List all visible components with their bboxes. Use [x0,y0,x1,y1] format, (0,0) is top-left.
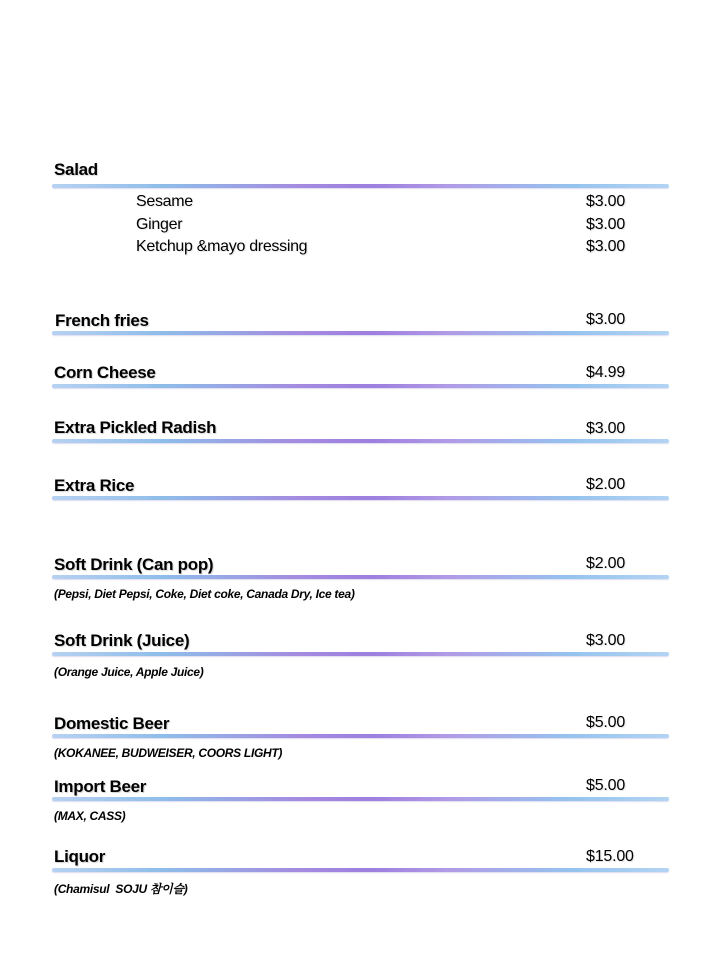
soft-drink-juice-divider [52,652,669,656]
extra-rice-title: Extra Rice [54,476,135,495]
soft-drink-juice-note: (Orange Juice, Apple Juice) [54,665,204,679]
extra-rice-divider [52,496,669,500]
salad-price-ginger: $3.00 [586,216,626,233]
domestic-beer-note: (KOKANEE, BUDWEISER, COORS LIGHT) [54,746,283,760]
salad-item-ginger: Ginger [136,216,183,233]
salad-price-sesame: $3.00 [586,193,626,210]
soft-drink-can-note: (Pepsi, Diet Pepsi, Coke, Diet coke, Canada Dry, Ice tea) [54,587,355,601]
soft-drink-can-title: Soft Drink (Can pop) [54,555,214,574]
salad-heading: Salad [54,160,98,179]
french-fries-price: $3.00 [586,311,626,328]
soft-drink-juice-price: $3.00 [586,632,626,649]
domestic-beer-divider [52,734,669,738]
soft-drink-can-price: $2.00 [586,555,626,572]
import-beer-price: $5.00 [586,777,626,794]
import-beer-title: Import Beer [54,777,147,796]
liquor-divider [52,868,669,872]
liquor-note: (Chamisul SOJU 참이슬) [54,882,188,896]
import-beer-note: (MAX, CASS) [54,809,126,823]
domestic-beer-price: $5.00 [586,714,626,731]
salad-divider [52,184,669,188]
extra-rice-price: $2.00 [586,476,626,493]
corn-cheese-title: Corn Cheese [54,363,156,382]
import-beer-divider [52,797,669,801]
corn-cheese-price: $4.99 [586,364,626,381]
french-fries-title: French fries [55,311,149,330]
domestic-beer-title: Domestic Beer [54,714,170,733]
extra-pickled-radish-title: Extra Pickled Radish [54,418,217,437]
salad-item-ketchup-mayo: Ketchup &mayo dressing [136,238,308,255]
liquor-title: Liquor [54,847,106,866]
liquor-price: $15.00 [586,848,634,865]
corn-cheese-divider [52,384,669,388]
soft-drink-can-divider [52,575,669,579]
french-fries-divider [52,331,669,335]
salad-price-ketchup-mayo: $3.00 [586,238,626,255]
salad-item-sesame: Sesame [136,193,193,210]
extra-pickled-radish-divider [52,439,669,443]
soft-drink-juice-title: Soft Drink (Juice) [54,631,190,650]
extra-pickled-radish-price: $3.00 [586,420,626,437]
